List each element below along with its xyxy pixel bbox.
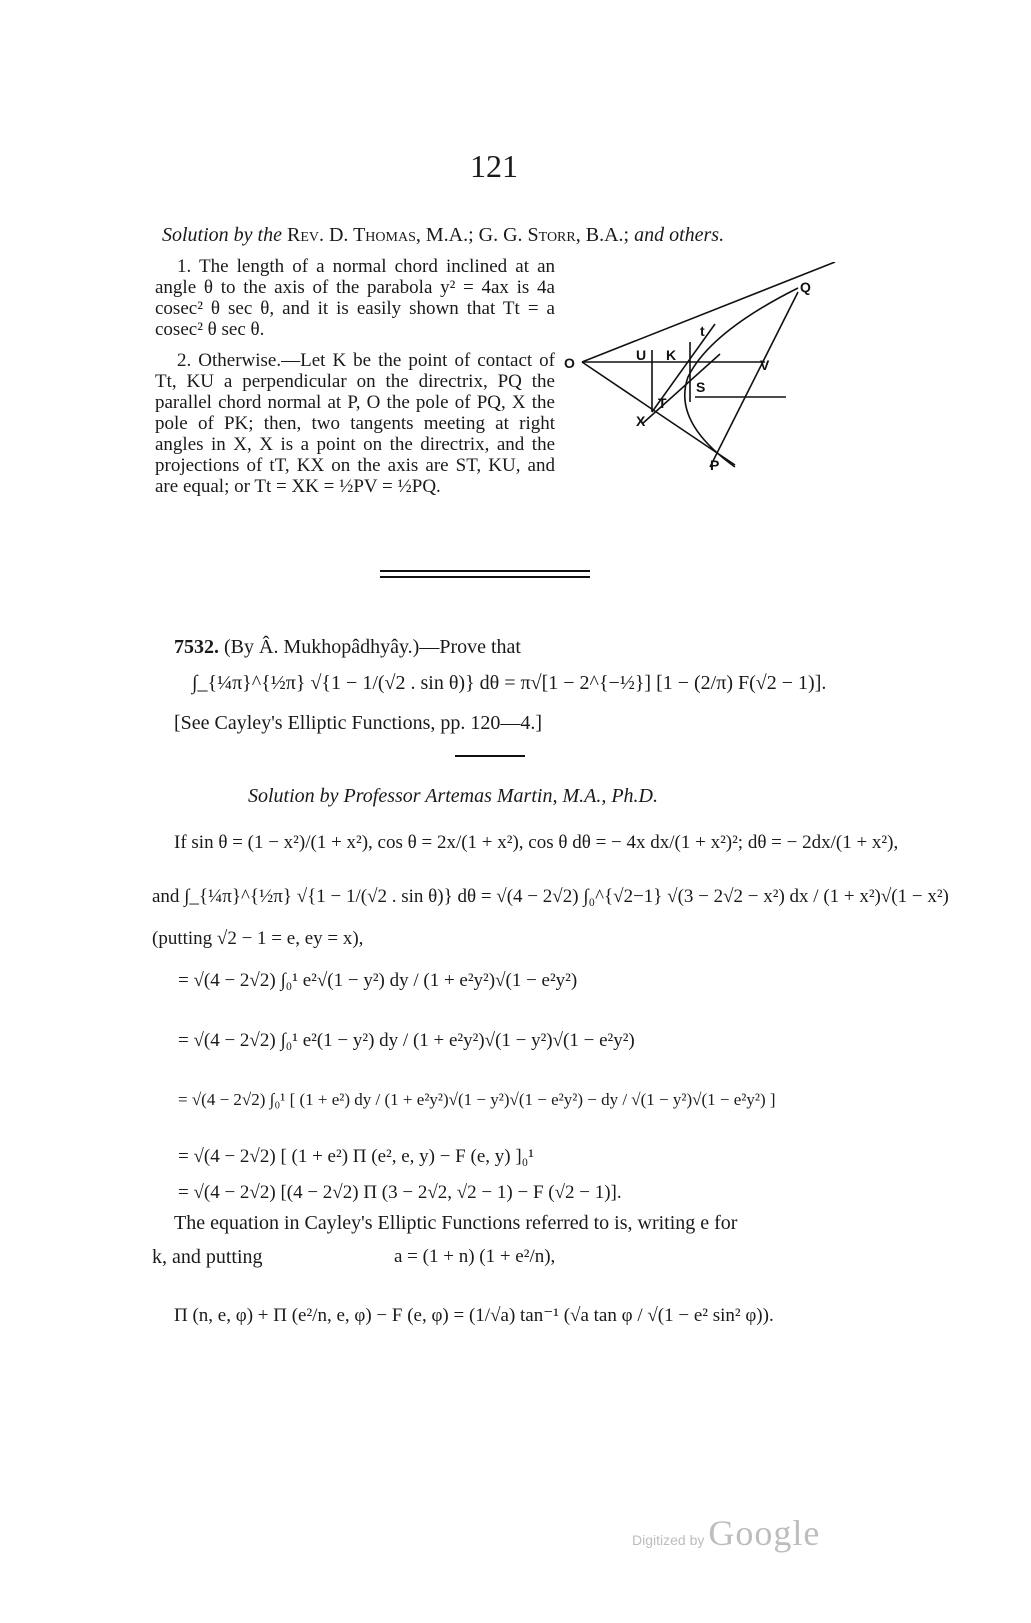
solution-line-1: If sin θ = (1 − x²)/(1 + x²), cos θ = 2x/(1 + x²), cos θ dθ = − 4x dx/(1 + x²)²; dθ = − 2dx/(1 + x²), <box>174 832 899 853</box>
tangent-line-oq <box>582 262 835 362</box>
closing-equation: a = (1 + n) (1 + e²/n), <box>394 1246 556 1267</box>
solution-heading-1 <box>162 224 724 247</box>
double-rule-bottom <box>380 576 590 578</box>
solution-line-2: and ∫_{¼π}^{½π} √{1 − 1/(√2 . sin θ)} dθ = √(4 − 2√2) ∫₀^{√2−1} √(3 − 2√2 − x²) dx / (1 + x²)√(1 − x²) <box>152 886 949 907</box>
label-t-small: t <box>700 323 705 339</box>
double-rule-top <box>380 570 590 572</box>
label-p: P <box>710 457 720 473</box>
solution-line-5: = √(4 − 2√2) ∫₀¹ e²(1 − y²) dy / (1 + e²y²)√(1 − y²)√(1 − e²y²) <box>178 1030 635 1051</box>
problem-header <box>174 636 521 659</box>
heading-suffix: and others. <box>634 224 725 246</box>
problem-number: 7532. <box>174 636 219 658</box>
watermark-small-text: Digitized by <box>632 1532 705 1548</box>
label-s: S <box>696 379 706 395</box>
tangent-line-op <box>582 362 735 465</box>
closing-line-1: The equation in Cayley's Elliptic Functions referred to is, writing e for <box>174 1212 738 1234</box>
problem-reference: [See Cayley's Elliptic Functions, pp. 120—4.] <box>174 712 543 734</box>
heading-prefix: Solution by the <box>162 224 282 246</box>
page-number: 121 <box>470 148 518 184</box>
label-o: O <box>564 355 575 371</box>
line-xk <box>642 354 720 424</box>
solution-line-7: = √(4 − 2√2) [ (1 + e²) Π (e², e, y) − F (e, y) ]₀¹ <box>178 1146 534 1167</box>
final-equation: Π (n, e, φ) + Π (e²/n, e, φ) − F (e, φ) = (1/√a) tan⁻¹ (√a tan φ / √(1 − e² sin² φ)). <box>174 1305 774 1326</box>
google-logo: Google <box>708 1513 821 1553</box>
solution-heading-2: Solution by Professor Artemas Martin, M.A., Ph.D. <box>248 785 658 807</box>
label-v: V <box>760 357 770 373</box>
label-u: U <box>636 347 647 363</box>
label-t: T <box>658 395 667 411</box>
solution-line-4: = √(4 − 2√2) ∫₀¹ e²√(1 − y²) dy / (1 + e²y²)√(1 − e²y²) <box>178 970 578 991</box>
solution-line-6: = √(4 − 2√2) ∫₀¹ [ (1 + e²) dy / (1 + e²y²)√(1 − y²)√(1 − e²y²) − dy / √(1 − y²)√(1 − e²y²) ] <box>178 1090 776 1109</box>
label-q: Q <box>800 279 811 295</box>
solution-line-3: (putting √2 − 1 = e, ey = x), <box>152 928 364 949</box>
digitized-watermark <box>632 1512 820 1554</box>
solution-text <box>155 256 555 507</box>
label-x: X <box>636 413 646 429</box>
problem-author: (By Â. Mukhopâdhyây.)—Prove that <box>224 636 521 658</box>
parabola-figure <box>560 262 850 492</box>
solution-line-8: = √(4 − 2√2) [(4 − 2√2) Π (3 − 2√2, √2 − 1) − F (√2 − 1)]. <box>178 1182 622 1203</box>
paragraph-1: 1. The length of a normal chord inclined at an angle θ to the axis of the parabola y² = 4ax is 4a cosec² θ sec θ, and it is easily shown that Tt = a cosec² θ sec θ. <box>155 256 555 340</box>
problem-integral: ∫_{¼π}^{½π} √{1 − 1/(√2 . sin θ)} dθ = π√[1 − 2^{−½}] [1 − (2/π) F(√2 − 1)]. <box>192 672 827 694</box>
chord-pq <box>710 292 798 467</box>
label-k: K <box>666 347 677 363</box>
paragraph-2: 2. Otherwise.—Let K be the point of contact of Tt, KU a perpendicular on the directrix, PQ the parallel chord normal at P, O the pole of PQ, X the pole of PK; then, two tangents meeting at right angles in X, X is a point on the directrix, and the projections of tT, KX on the axis are ST, KU, and are equal; or Tt = XK = ½PV = ½PQ. <box>155 350 555 497</box>
closing-line-2: k, and putting <box>152 1246 263 1268</box>
short-rule <box>455 755 525 757</box>
heading-names: Rev. D. Thomas, M.A.; G. G. Storr, B.A.; <box>286 224 630 246</box>
